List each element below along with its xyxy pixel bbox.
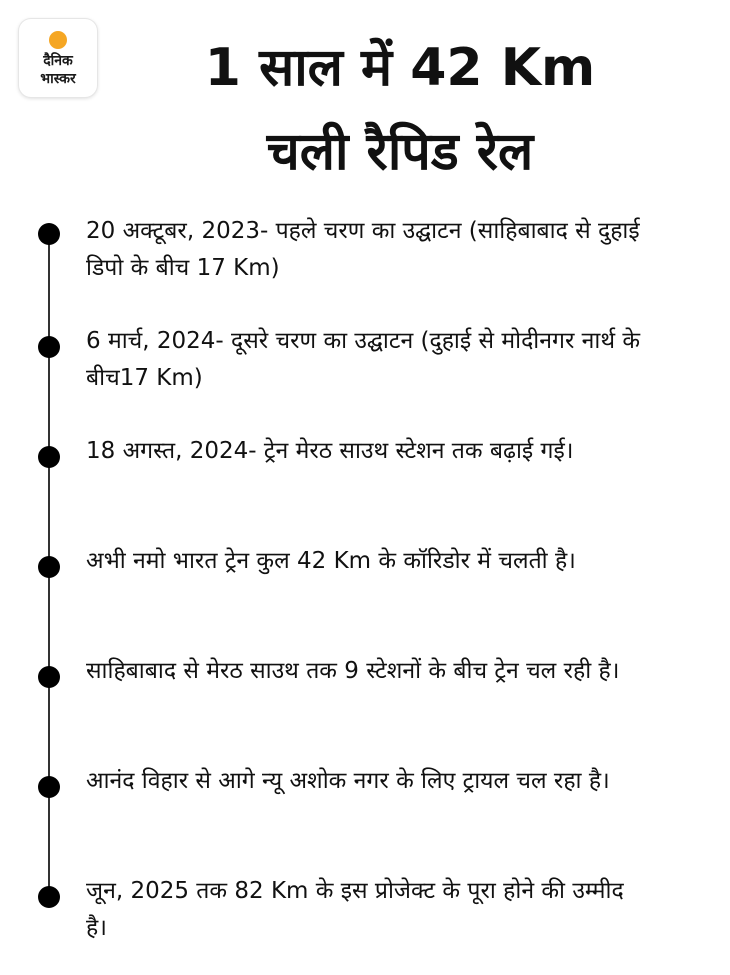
timeline-bullet-icon	[38, 336, 60, 358]
timeline-item-text: आनंद विहार से आगे न्यू अशोक नगर के लिए ट्रायल चल रहा है।	[86, 768, 610, 794]
page-title-line2: चली रैपिड रेल	[266, 122, 534, 182]
page-title-line1: 1 साल में 42 Km	[204, 38, 596, 98]
timeline-item-text: 6 मार्च, 2024- दूसरे चरण का उद्घाटन (दुहाई से मोदीनगर नार्थ के बीच17 Km)	[86, 328, 641, 391]
timeline-bullet-icon	[38, 776, 60, 798]
timeline-bullet-icon	[38, 666, 60, 688]
logo-text-line2: भास्कर	[40, 71, 76, 87]
timeline-bullet-icon	[38, 556, 60, 578]
timeline-item-text: 18 अगस्त, 2024- ट्रेन मेरठ साउथ स्टेशन तक बढ़ाई गई।	[86, 438, 574, 464]
timeline-item-text: अभी नमो भारत ट्रेन कुल 42 Km के कॉरिडोर में चलती है।	[86, 548, 576, 574]
timeline-bullet-icon	[38, 886, 60, 908]
timeline-item-text: 20 अक्टूबर, 2023- पहले चरण का उद्घाटन (साहिबाबाद से दुहाई डिपो के बीच 17 Km)	[86, 218, 640, 281]
timeline-bullet-icon	[38, 446, 60, 468]
timeline-bullet-icon	[38, 223, 60, 245]
timeline-item-text: जून, 2025 तक 82 Km के इस प्रोजेक्ट के पूरा होने की उम्मीद है।	[86, 878, 624, 941]
timeline-item-text: साहिबाबाद से मेरठ साउथ तक 9 स्टेशनों के बीच ट्रेन चल रही है।	[86, 658, 620, 684]
logo-text-line1: दैनिक	[43, 53, 73, 69]
